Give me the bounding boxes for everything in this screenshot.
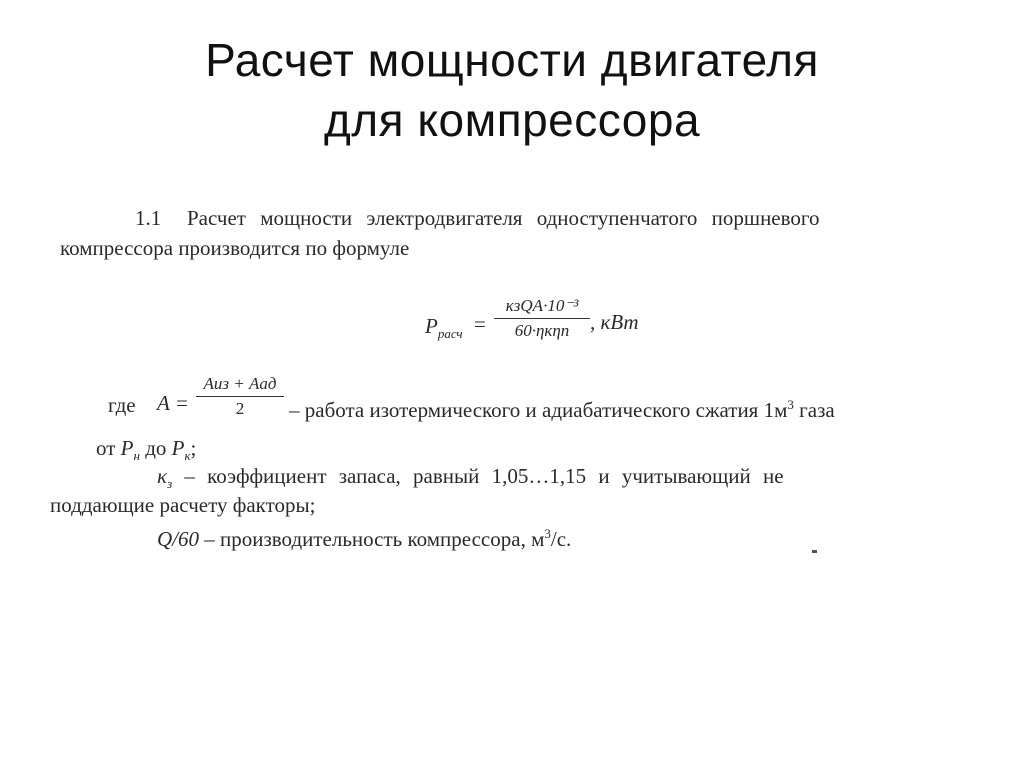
- work-numerator: Aиз + Aад: [203, 374, 277, 393]
- work-denominator: 2: [235, 399, 245, 418]
- k3-definition: $\kappa_з$ – коэффициент запаса, равный 1,05…1,15 и учитывающий не: [157, 464, 784, 491]
- slide-title-line-2: для компрессора: [323, 94, 701, 146]
- section-number: 1.1: [135, 206, 162, 230]
- k3-continuation: поддающие расчету факторы;: [50, 493, 316, 517]
- pressure-range: от $P_н$ до $P_к$;: [96, 436, 197, 463]
- formula-fraction: [494, 296, 590, 341]
- work-lhs: A =: [157, 391, 189, 415]
- where-word: где: [108, 393, 136, 417]
- scanned-document: [0, 196, 1024, 576]
- formula-lhs: $P_{расч}$: [425, 314, 463, 341]
- scan-artifact-dot: [812, 550, 817, 553]
- paragraph-line-1: Расчет мощности электродвигателя одноступенчатого поршневого: [187, 206, 820, 230]
- paragraph-line-2: компрессора производится по формуле: [60, 236, 410, 260]
- slide-title-line-1: Расчет мощности двигателя: [205, 34, 819, 86]
- work-fraction: [196, 374, 284, 419]
- formula-unit: , кВт: [590, 310, 639, 334]
- work-fraction-bar: [196, 396, 284, 397]
- work-definition: – работа изотермического и адиабатического сжатия $1м^3$ газа: [289, 397, 835, 422]
- formula-equals: =: [474, 312, 486, 336]
- fraction-bar: [494, 318, 590, 319]
- formula-numerator: κзQA·10⁻³: [505, 296, 579, 315]
- q-definition: Q/60 – производительность компрессора, $м^3/с$.: [157, 526, 572, 551]
- slide-title: [0, 30, 1024, 150]
- formula-denominator: 60·ηкηп: [514, 321, 570, 340]
